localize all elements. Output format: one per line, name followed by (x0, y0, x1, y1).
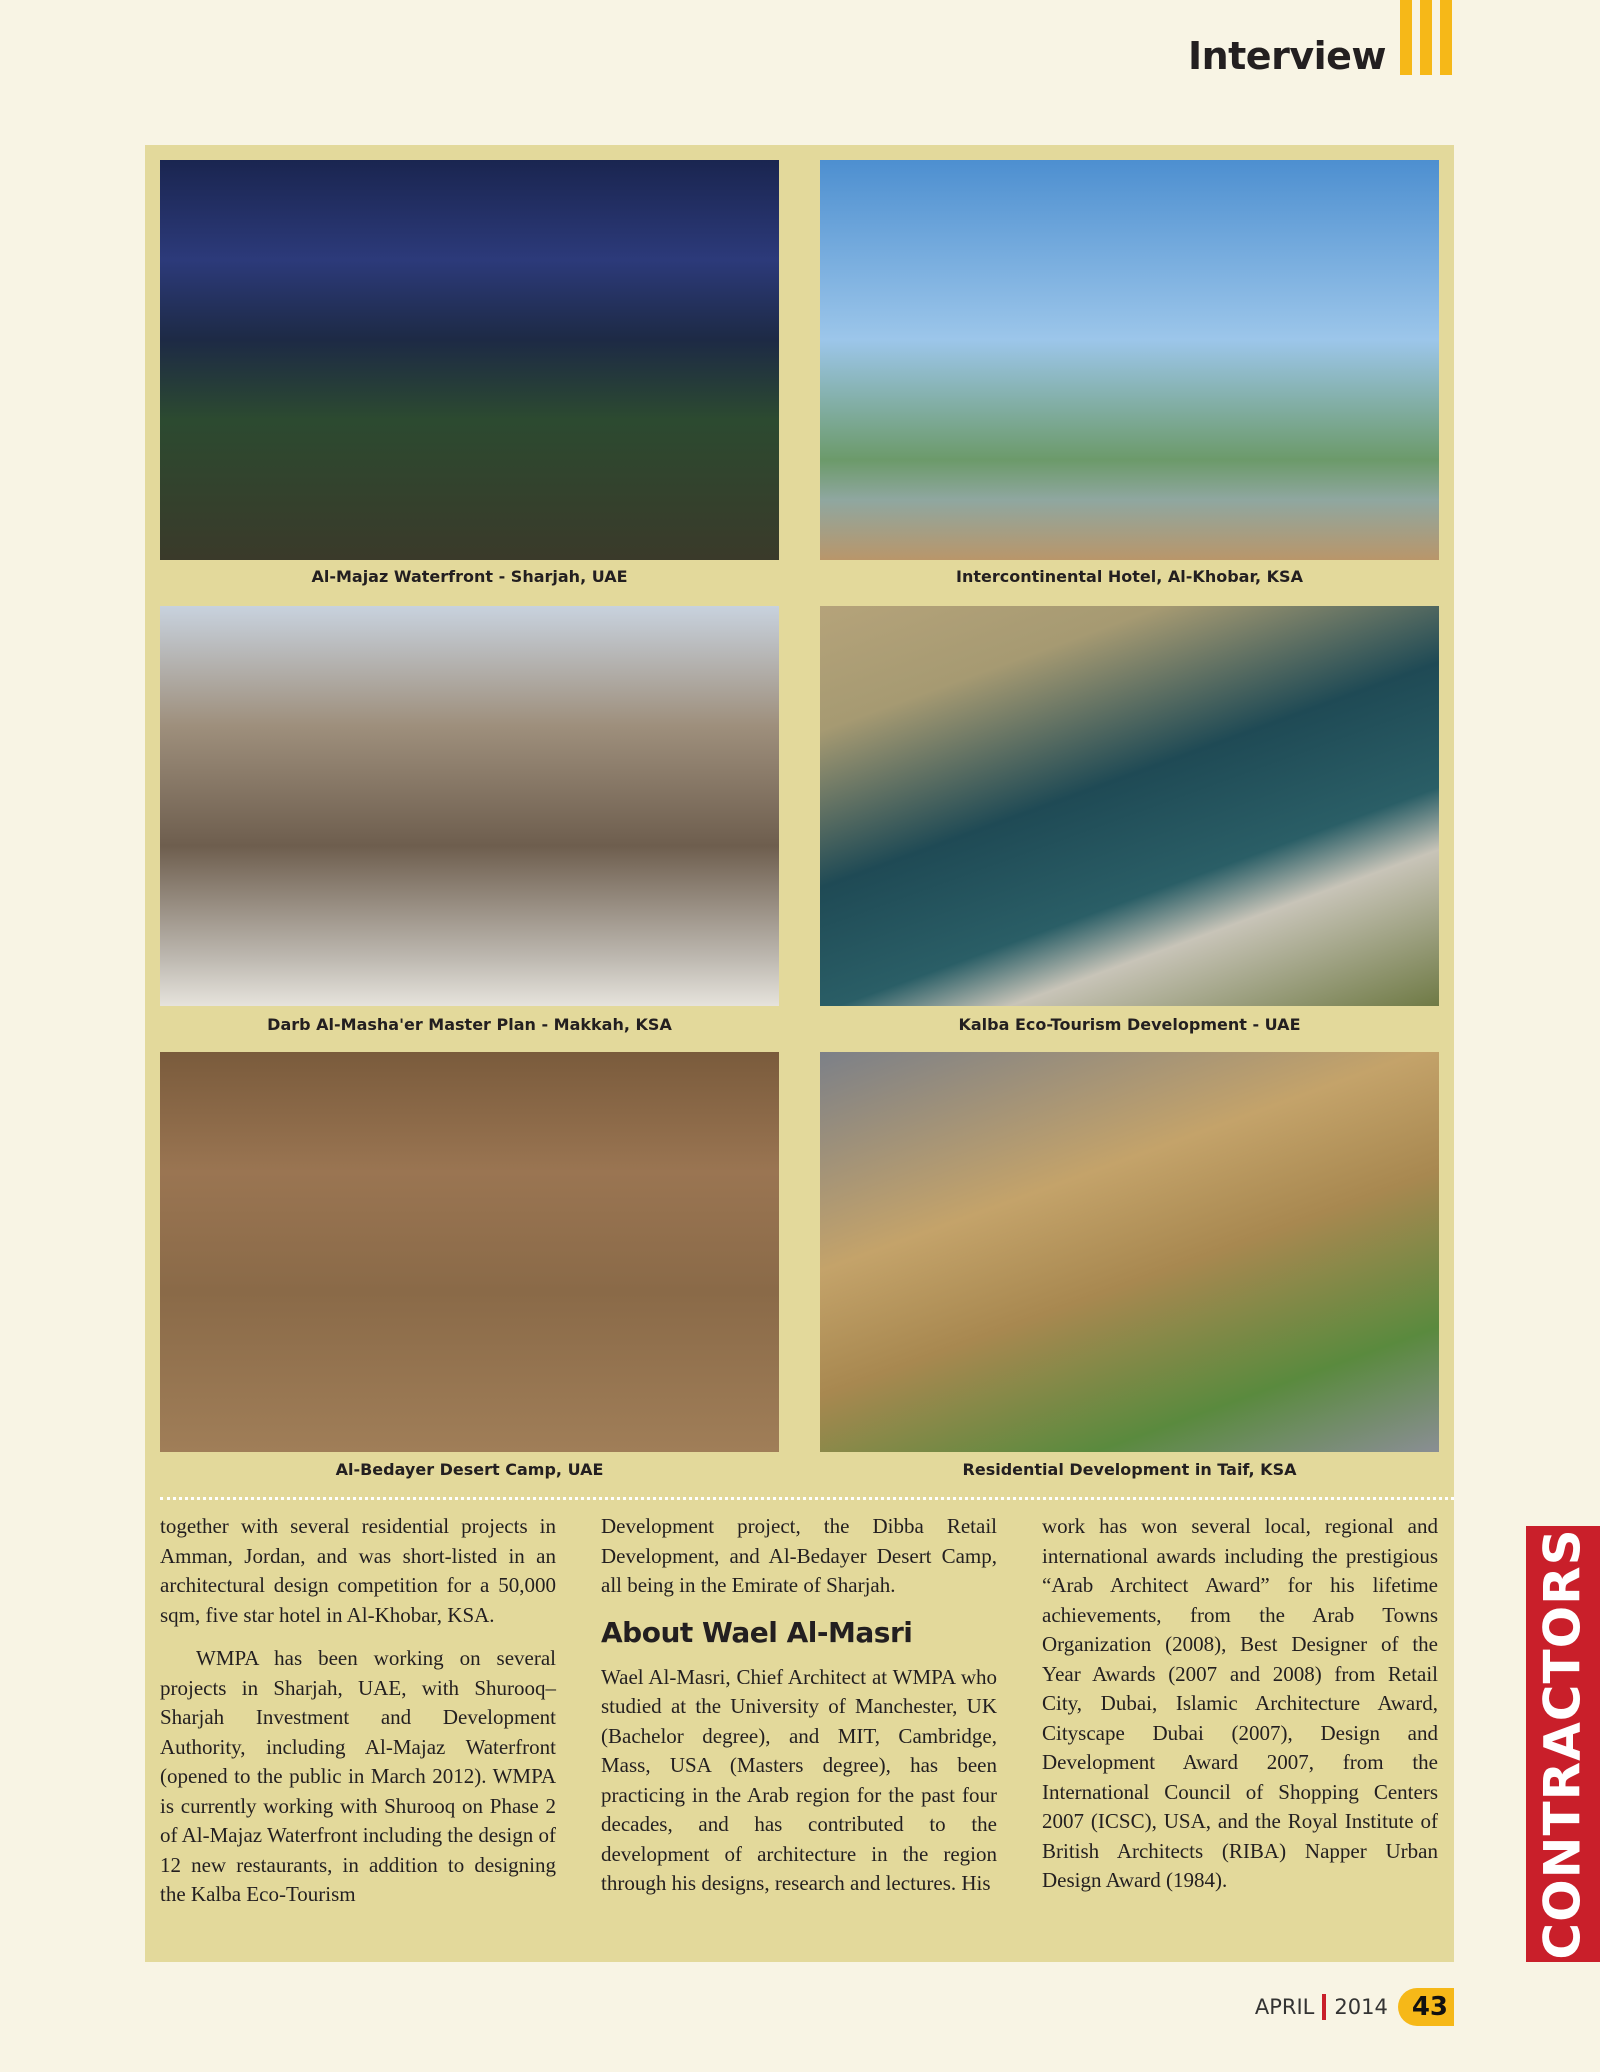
photo-caption: Al-Bedayer Desert Camp, UAE (335, 1460, 604, 1479)
photo-caption: Al-Majaz Waterfront - Sharjah, UAE (311, 567, 628, 586)
contractors-side-tab (1526, 1526, 1600, 1962)
side-tab-label: CONTRACTORS (1534, 1528, 1593, 1960)
paragraph: Wael Al-Masri, Chief Architect at WMPA who studied at the University of Manchester, UK (Bachelor degree), and MIT, Cambridge, Mass, USA (Masters degree), has been practicing in the Arab region for the past four decades, and has contributed to the development of architecture in the region through his designs, research and lectures. His (601, 1664, 997, 1895)
paragraph: together with several residential projects in Amman, Jordan, and was short-listed in an architectural design competition for a 50,000 sqm, five star hotel in Al-Khobar, KSA. (160, 1514, 556, 1627)
paragraph: WMPA has been working on several projects in Sharjah, UAE, with Shurooq–Sharjah Investment and Development Authority, including Al-Majaz Waterfront (opened to the public in March 2012). WMPA is currently working with Shurooq on Phase 2 of Al-Majaz Waterfront including the design of 12 new restaurants, in addition to designing the Kalba Eco-Tourism (160, 1646, 556, 1906)
photo-darb-al-mashaer (160, 606, 779, 1006)
footer-month: APRIL (1254, 1995, 1315, 2019)
subheading: About Wael Al-Masri (601, 1615, 913, 1649)
photo-residential-taif (820, 1052, 1439, 1452)
section-header (1187, 30, 1452, 78)
footer-separator (1322, 1994, 1326, 2020)
photo-caption: Intercontinental Hotel, Al-Khobar, KSA (956, 567, 1303, 586)
photo-caption: Residential Development in Taif, KSA (962, 1460, 1297, 1479)
page-footer (1255, 1988, 1454, 2026)
dotted-divider (160, 1497, 1454, 1500)
section-bars-decoration (1400, 0, 1452, 75)
paragraph: Development project, the Dibba Retail Development, and Al-Bedayer Desert Camp, all being in the Emirate of Sharjah. (601, 1514, 997, 1597)
photo-al-bedayer-desert-camp (160, 1052, 779, 1452)
section-title: Interview (1187, 34, 1386, 78)
photo-intercontinental-hotel (820, 160, 1439, 560)
photo-caption: Darb Al-Masha'er Master Plan - Makkah, KSA (267, 1015, 672, 1034)
page-number: 43 (1398, 1988, 1454, 2026)
article-column-1 (160, 1512, 556, 1910)
article-column-3 (1042, 1512, 1438, 1896)
photo-al-majaz-waterfront (160, 160, 779, 560)
photo-caption: Kalba Eco-Tourism Development - UAE (958, 1015, 1301, 1034)
article-column-2 (601, 1512, 997, 1899)
photo-kalba-eco-tourism (820, 606, 1439, 1006)
paragraph: work has won several local, regional and international awards including the prestigious “Arab Architect Award” for his lifetime achievements, from the Arab Towns Organization (2008), Best Designer of the Year Awards (2007 and 2008) from Retail City, Dubai, Islamic Architecture Award, Cityscape Dubai (2007), Design and Development Award 2007, from the International Council of Shopping Centers 2007 (ICSC), USA, and the Royal Institute of British Architects (RIBA) Napper Urban Design Award (1984). (1042, 1514, 1438, 1892)
footer-year: 2014 (1334, 1995, 1388, 2019)
